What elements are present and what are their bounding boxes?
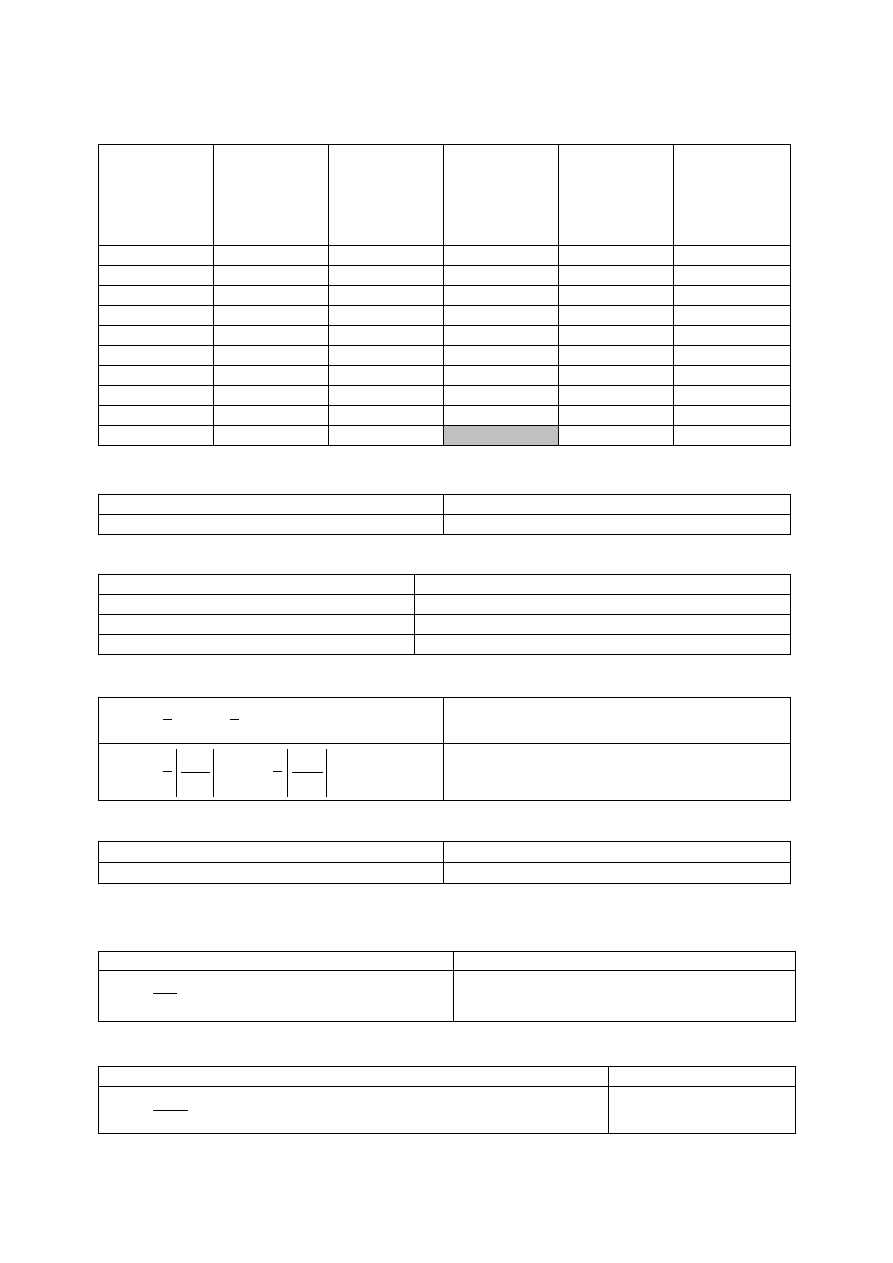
table-row bbox=[99, 842, 791, 863]
table-3 bbox=[98, 574, 791, 655]
table-cell bbox=[674, 386, 791, 406]
table-4 bbox=[98, 697, 791, 801]
shaded-cell bbox=[444, 426, 559, 446]
fraction-bar bbox=[273, 771, 282, 772]
table-row bbox=[99, 615, 791, 635]
table-cell bbox=[415, 595, 791, 615]
table-cell bbox=[674, 286, 791, 306]
fraction-bar bbox=[181, 772, 210, 773]
table-cell bbox=[454, 971, 796, 1022]
table-cell bbox=[444, 326, 559, 346]
table-7 bbox=[98, 1066, 796, 1134]
table-cell bbox=[444, 286, 559, 306]
determinant-bar bbox=[287, 749, 288, 797]
header-cell bbox=[214, 145, 329, 246]
table-cell bbox=[99, 346, 214, 366]
table-cell bbox=[559, 286, 674, 306]
table-cell bbox=[329, 246, 444, 266]
table-cell bbox=[99, 575, 415, 595]
header-cell bbox=[444, 145, 559, 246]
table-cell bbox=[99, 952, 454, 971]
table-cell bbox=[329, 366, 444, 386]
table-cell bbox=[99, 406, 214, 426]
formula-cell bbox=[99, 698, 444, 744]
table-cell bbox=[415, 615, 791, 635]
table-cell bbox=[444, 698, 791, 744]
table-cell bbox=[214, 346, 329, 366]
table-row bbox=[99, 1067, 796, 1087]
table-cell bbox=[99, 842, 444, 863]
determinant-bar bbox=[213, 749, 214, 797]
table-cell bbox=[214, 386, 329, 406]
table-cell bbox=[444, 266, 559, 286]
table-cell bbox=[214, 326, 329, 346]
table-cell bbox=[674, 266, 791, 286]
fraction-bar bbox=[163, 719, 172, 720]
table-row bbox=[99, 595, 791, 615]
table-row bbox=[99, 306, 791, 326]
table-cell bbox=[559, 346, 674, 366]
determinant-bar bbox=[176, 749, 177, 797]
table-cell bbox=[609, 1067, 796, 1087]
table-header-row bbox=[99, 145, 791, 246]
table-cell bbox=[674, 406, 791, 426]
table-cell bbox=[214, 286, 329, 306]
table-cell bbox=[444, 386, 559, 406]
table-cell bbox=[329, 346, 444, 366]
table-cell bbox=[214, 406, 329, 426]
table-cell bbox=[444, 406, 559, 426]
table-cell bbox=[444, 842, 791, 863]
table-cell bbox=[99, 426, 214, 446]
table-cell bbox=[609, 1087, 796, 1134]
table-row bbox=[99, 863, 791, 884]
table-cell bbox=[329, 426, 444, 446]
table-cell bbox=[415, 635, 791, 655]
table-row bbox=[99, 426, 791, 446]
table-cell bbox=[559, 246, 674, 266]
table-row bbox=[99, 286, 791, 306]
table-row bbox=[99, 406, 791, 426]
table-cell bbox=[99, 595, 415, 615]
table-cell bbox=[674, 246, 791, 266]
header-cell bbox=[329, 145, 444, 246]
table-cell bbox=[214, 266, 329, 286]
table-cell bbox=[559, 426, 674, 446]
table-cell bbox=[674, 326, 791, 346]
header-cell bbox=[674, 145, 791, 246]
header-cell bbox=[559, 145, 674, 246]
table-cell bbox=[329, 286, 444, 306]
fraction-bar bbox=[153, 993, 177, 994]
table-cell bbox=[99, 515, 444, 535]
table-cell bbox=[99, 286, 214, 306]
table-row bbox=[99, 1087, 796, 1134]
table-cell bbox=[444, 366, 559, 386]
table-cell bbox=[99, 615, 415, 635]
table-cell bbox=[99, 366, 214, 386]
table-row bbox=[99, 246, 791, 266]
table-cell bbox=[329, 406, 444, 426]
table-cell bbox=[214, 306, 329, 326]
data-table-main bbox=[98, 144, 791, 446]
table-row bbox=[99, 952, 796, 971]
table-row bbox=[99, 326, 791, 346]
table-cell bbox=[674, 366, 791, 386]
table-row bbox=[99, 346, 791, 366]
fraction-bar bbox=[230, 719, 239, 720]
table-cell bbox=[454, 952, 796, 971]
table-row bbox=[99, 266, 791, 286]
fraction-bar bbox=[292, 772, 323, 773]
table-2 bbox=[98, 494, 791, 535]
table-cell bbox=[99, 495, 444, 515]
table-cell bbox=[559, 326, 674, 346]
table-cell bbox=[415, 575, 791, 595]
table-row bbox=[99, 971, 796, 1022]
table-cell bbox=[214, 366, 329, 386]
table-cell bbox=[99, 246, 214, 266]
fraction-bar bbox=[153, 1110, 188, 1111]
table-row bbox=[99, 635, 791, 655]
header-cell bbox=[99, 145, 214, 246]
table-cell bbox=[444, 744, 791, 801]
table-cell bbox=[329, 386, 444, 406]
table-cell bbox=[444, 515, 791, 535]
table-cell bbox=[329, 326, 444, 346]
formula-cell bbox=[99, 744, 444, 801]
table-row bbox=[99, 575, 791, 595]
table-cell bbox=[444, 246, 559, 266]
table-cell bbox=[559, 386, 674, 406]
table-cell bbox=[674, 346, 791, 366]
table-row bbox=[99, 515, 791, 535]
table-cell bbox=[444, 495, 791, 515]
table-cell bbox=[99, 863, 444, 884]
table-cell bbox=[444, 306, 559, 326]
table-cell bbox=[99, 1067, 609, 1087]
determinant-bar bbox=[326, 749, 327, 797]
table-cell bbox=[99, 326, 214, 346]
table-row bbox=[99, 366, 791, 386]
table-cell bbox=[559, 306, 674, 326]
table-row bbox=[99, 386, 791, 406]
table-5 bbox=[98, 841, 791, 884]
table-row bbox=[99, 495, 791, 515]
table-cell bbox=[674, 426, 791, 446]
table-cell bbox=[444, 863, 791, 884]
table-cell bbox=[99, 386, 214, 406]
table-cell bbox=[559, 366, 674, 386]
table-cell bbox=[559, 406, 674, 426]
table-row bbox=[99, 698, 791, 744]
table-cell bbox=[444, 346, 559, 366]
fraction-bar bbox=[163, 771, 172, 772]
table-cell bbox=[99, 266, 214, 286]
table-cell bbox=[99, 306, 214, 326]
table-cell bbox=[329, 306, 444, 326]
table-cell bbox=[214, 246, 329, 266]
table-cell bbox=[329, 266, 444, 286]
table-cell bbox=[99, 635, 415, 655]
table-6 bbox=[98, 951, 796, 1022]
formula-cell bbox=[99, 971, 454, 1022]
table-cell bbox=[214, 426, 329, 446]
table-cell bbox=[559, 266, 674, 286]
table-cell bbox=[674, 306, 791, 326]
